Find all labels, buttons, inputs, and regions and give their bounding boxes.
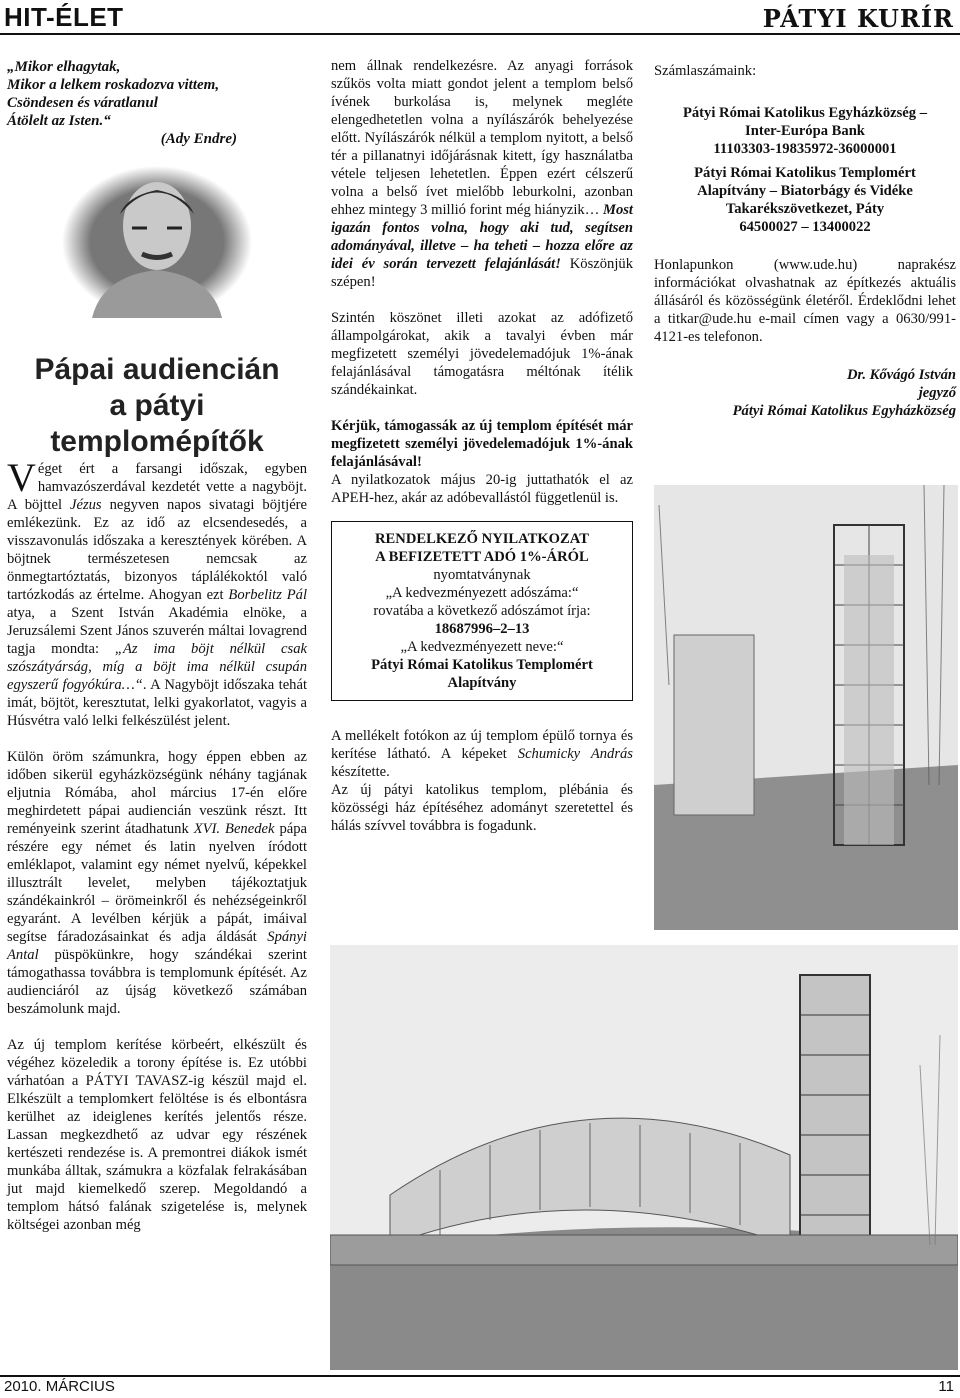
text-run: atya, a Szent István Akadémia elnöke, a Jeruzsálemi Szent János szuverén máltai lovagrend tagja mondta: bbox=[7, 605, 307, 657]
account-line: Pátyi Római Katolikus Templomért bbox=[694, 165, 916, 181]
box-line: „A kedvezményezett neve:“ bbox=[400, 639, 564, 655]
portrait-photo bbox=[62, 166, 252, 318]
paragraph bbox=[331, 727, 633, 781]
poem-author: (Ady Endre) bbox=[160, 131, 237, 147]
text-run: XVI. Benedek bbox=[193, 821, 275, 837]
box-title: A BEFIZETETT ADÓ 1%-ÁRÓL bbox=[375, 549, 589, 565]
page-header bbox=[0, 0, 960, 34]
headline-line: Pápai audiencián bbox=[34, 353, 280, 386]
text-run: püspökünkre, hogy szándékai szerint támogathassa továbbra is templomunk építését. Az audienciáról az újság következő számában beszámolunk majd. bbox=[7, 947, 307, 1017]
paragraph: Az új templom kerítése körbeért, elkészült és végéhez közeledik a torony építése is. Ez utóbbi várhatóan a PÁTYI TAVASZ-ig készül majd el. Elkészült a templomkert felöltése is és elbontásra kerülhet az ideiglenes kerítés jelentős része. Lassan megkezdhető az udvar egy részének kertészeti rendezése is. A premontrei diákok ismét munkába álltak, számukra a közfalak felrakásában jut majd kiemelkedő szerep. Megoldandó a templom hátsó falának szigetelése is, melynek költségei azonban még bbox=[7, 1037, 307, 1233]
text-run: Spányi Antal bbox=[7, 929, 307, 963]
column-2 bbox=[331, 57, 633, 835]
poem bbox=[7, 58, 307, 148]
signature-title: jegyző bbox=[918, 385, 956, 401]
column-3 bbox=[654, 62, 956, 420]
paragraph: Az új pátyi katolikus templom, plébánia és közösségi ház építéséhez adományt szeretettel és hálás szívvel továbbra is fogadunk. bbox=[331, 782, 633, 834]
text-run: . A Nagyböjt időszaka tehát imát, böjtöt, keresztutat, lelki gyakorlatot, vagyis a Húsvétra való lelki felkészülést jelent. bbox=[7, 677, 308, 729]
text-run: nem állnak rendelkezésre. Az anyagi források szűkös volta miatt gondot jelent a templom belső ívének burkolása is, melynek megléte elengedhetetlen volna a nyílászárók behelyezése előtt. Nyílászárók nélkül a templom nyitott, a belső tér a pillanatnyi időjárásnak kitett, így használatba vétele teljesen lehetetlen. Éppen ezért célszerű volna a belső ívet mielőbb leburkolni, azonban ehhez mintegy 3 millió forint még hiányzik… bbox=[331, 58, 633, 218]
article-headline bbox=[7, 352, 307, 460]
website-link[interactable]: (www.ude.hu) bbox=[773, 257, 858, 273]
text-run: Honlapunkon bbox=[654, 257, 774, 273]
drop-cap: V bbox=[7, 455, 36, 500]
paragraph: Kérjük, támogassák az új templom építését már megfizetett személyi jövedelemadójuk 1%-ának felajánlásával! bbox=[331, 418, 633, 470]
text-run: naprakész információkat olvashatnak az építkezés aktuális állásáról és közösségünk életéről. Érdeklődni lehet a titkar@ude.hu e-mail címen vagy a 0630/991-4121-es telefonon. bbox=[654, 257, 956, 345]
text-run: Külön öröm számunkra, hogy éppen ebben az időben sikerül egyházközségünk néhány tagjának eljutnia Rómába, ahol március 17-én előre meghirdetett pápai audiencián veszünk részt. Itt reményeink szerint átadhatunk bbox=[7, 749, 307, 837]
paragraph: A nyilatkozatok május 20-ig juttathatók el az APEH-hez, akár az adóbevallástól függetlenül is. bbox=[331, 472, 633, 506]
poem-line: Átölelt az Isten.“ bbox=[7, 113, 111, 129]
tower-construction-photo bbox=[654, 485, 958, 930]
box-title: RENDELKEZŐ NYILATKOZAT bbox=[375, 531, 589, 547]
poem-line: Csöndesen és váratlanul bbox=[7, 95, 158, 111]
signature-name: Dr. Kővágó István bbox=[846, 367, 956, 383]
account-line: Alapítvány – Biatorbágy és Vidéke bbox=[697, 183, 913, 199]
text-run: készítette. bbox=[331, 764, 390, 780]
accounts-label: Számlaszámaink: bbox=[654, 63, 757, 79]
section-title: HIT-ÉLET bbox=[4, 2, 124, 32]
beneficiary-name: Pátyi Római Katolikus Templomért bbox=[371, 657, 593, 673]
footer-rule bbox=[0, 1375, 960, 1377]
header-rule bbox=[0, 33, 960, 35]
tax-number: 18687996–2–13 bbox=[434, 621, 530, 637]
poem-line: Mikor a lelkem roskadozva vittem, bbox=[7, 77, 220, 93]
poem-line: „Mikor elhagytak, bbox=[7, 59, 121, 75]
issue-date: 2010. MÁRCIUS bbox=[4, 1378, 115, 1395]
beneficiary-name: Alapítvány bbox=[447, 675, 517, 691]
text-run: Schumicky András bbox=[517, 746, 633, 762]
text-run: A mellékelt fotókon az új templom épülő tornya és kerítése látható. A képeket bbox=[331, 728, 633, 762]
signature bbox=[654, 366, 956, 420]
lead-paragraph bbox=[7, 455, 308, 730]
account-line: Pátyi Római Katolikus Egyházközség – bbox=[682, 105, 928, 121]
paragraph bbox=[331, 57, 633, 291]
column-1 bbox=[7, 58, 307, 1234]
paragraph bbox=[7, 748, 307, 1018]
newspaper-name: PÁTYI KURÍR bbox=[762, 4, 954, 33]
church-building-photo bbox=[330, 945, 958, 1370]
headline-line: a pátyi templomépítők bbox=[50, 389, 264, 458]
text-run: Borbelitz Pál bbox=[228, 587, 307, 603]
text-run: Most igazán fontos volna, hogy aki tud, segítsen adományával, illetve – ha teheti – hozza előre az idei év során tervezett felajánlását! bbox=[331, 202, 633, 272]
paragraph: Szintén köszönet illeti azokat az adófizető állampolgárokat, akik a tavalyi évben már megfizetett személyi jövedelemadójuk 1%-ának felajánlásával támogatásra méltónak ítélik szándékainkat. bbox=[331, 310, 633, 398]
text-run: negyven napos sivatagi böjtjére emlékezünk. Ez az idő az elcsendesedés, a visszavonulás időszaka a keresztények körében. A böjtnek természetesen nemcsak az önmegtartóztatás, bizonyos táplálékoktól való tartózkodás az értelme. Ahogyan ezt bbox=[7, 497, 308, 603]
account-block bbox=[654, 164, 956, 236]
account-number: 64500027 – 13400022 bbox=[739, 219, 871, 235]
text-run: „Az ima böjt nélkül csak szószátyárság, míg a böjt ima nélkül csupán egyszerű fogyókúra…“ bbox=[7, 641, 307, 693]
box-line: rovatába a következő adószámot írja: bbox=[373, 603, 591, 619]
account-line: Takarékszövetkezet, Páty bbox=[725, 201, 885, 217]
page-number: 11 bbox=[938, 1378, 954, 1395]
account-block bbox=[654, 104, 956, 158]
box-line: nyomtatványnak bbox=[433, 567, 531, 583]
account-number: 11103303-19835972-36000001 bbox=[713, 141, 897, 157]
box-line: „A kedvezményezett adószáma:“ bbox=[385, 585, 579, 601]
text-run: éget ért a farsangi időszak, egyben hamvazószerdával kezdetét vette a nagyböjt. A böjttel bbox=[7, 461, 307, 513]
account-line: Inter-Európa Bank bbox=[745, 123, 865, 139]
text-run: Köszönjük szépen! bbox=[331, 256, 633, 290]
text-run: pápa részére egy német és latin nyelven íródott emléklapot, valamint egy német nyelvű, képekkel illusztrált levelet, melyben tájékoztatjuk szándékainkról – örömeinkről és nehézségeinkről egyaránt. A levélben kérjük a pápát, imáival segítse fáradozásainkat és adja áldását bbox=[7, 821, 307, 945]
signature-org: Pátyi Római Katolikus Egyházközség bbox=[732, 403, 956, 419]
tax-declaration-box bbox=[331, 521, 633, 701]
text-run: Jézus bbox=[70, 497, 102, 513]
paragraph bbox=[654, 256, 956, 346]
